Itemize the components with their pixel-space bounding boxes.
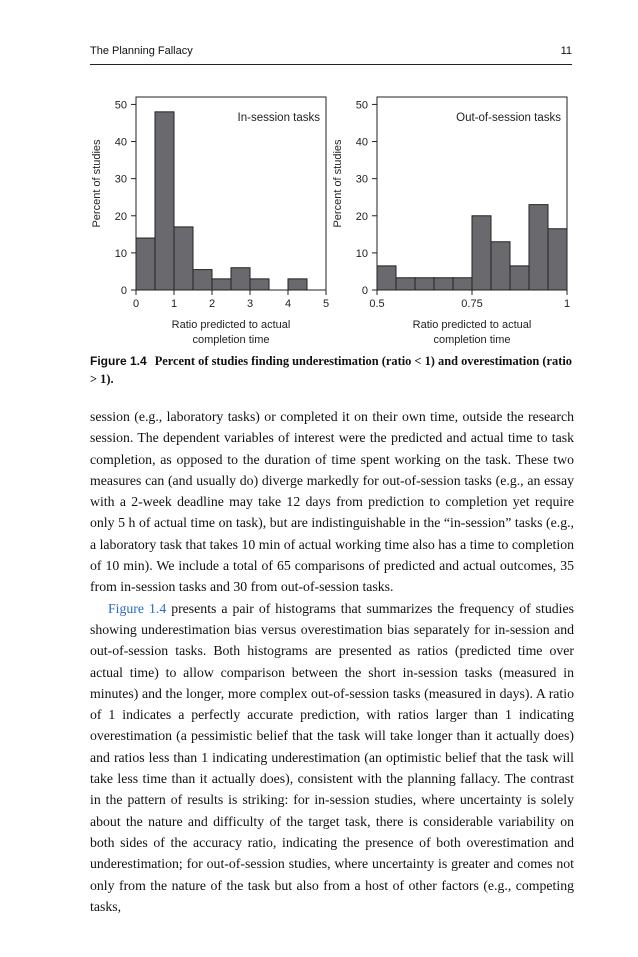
running-head	[90, 45, 572, 63]
running-title: The Planning Fallacy	[90, 45, 193, 57]
histogram-bar	[472, 216, 491, 290]
x-axis-label: Ratio predicted to actual	[171, 319, 291, 331]
x-tick-label: 0.5	[369, 298, 385, 310]
paragraph-2	[90, 598, 574, 917]
figure-caption	[90, 352, 574, 388]
page-number: 11	[560, 45, 572, 57]
histogram-bar	[288, 279, 307, 290]
x-tick-label: 0.75	[461, 298, 483, 310]
histogram-bar	[415, 278, 434, 290]
header-rule	[90, 64, 572, 65]
x-tick-label: 0	[132, 298, 140, 310]
y-tick-label: 10	[355, 247, 368, 260]
x-tick-label: 5	[322, 298, 330, 310]
body-text	[90, 406, 574, 917]
histogram-bar	[250, 279, 269, 290]
x-axis-label: Ratio predicted to actual	[412, 319, 532, 331]
figure-caption-text: Percent of studies finding underestimation (ratio < 1) and overestimation (ratio > 1).	[90, 354, 572, 386]
x-tick-label: 1	[563, 298, 571, 310]
x-axis-label: completion time	[192, 334, 270, 346]
histogram-bar	[155, 112, 174, 290]
histogram-bar	[231, 268, 250, 290]
histogram-panel-2	[332, 97, 570, 346]
paragraph-1: session (e.g., laboratory tasks) or completed it on their own time, outside the research session. The dependent variables of interest were the predicted and actual time to task completion, as opposed to the duration of time spent working on the task. These two measures can (and usually do) diverge markedly for out-of-session tasks (e.g., an essay with a 2-week deadline may take 12 days from prediction to completion yet require only 5 h of actual time on task), but are indistinguishable in the “in-session” tasks (e.g., a laboratory task that takes 10 min of actual working time also has a time to completion of 10 min). We include a total of 65 comparisons of predicted and actual outcomes, 35 from in-session tasks and 30 from out-of-session tasks.	[90, 409, 574, 595]
histogram-bar	[212, 279, 231, 290]
x-tick-label: 2	[208, 298, 216, 310]
y-tick-label: 10	[114, 247, 127, 260]
y-tick-label: 0	[120, 285, 127, 297]
y-tick-label: 40	[355, 136, 368, 149]
histogram-bar	[396, 278, 415, 290]
histogram-bar	[548, 229, 567, 290]
x-tick-label: 4	[284, 298, 292, 310]
figure-label: Figure 1.4	[90, 354, 147, 368]
figure-link[interactable]: Figure 1.4	[108, 600, 167, 616]
y-tick-label: 20	[114, 210, 127, 223]
histogram-panel-1	[91, 97, 329, 346]
histogram-bar	[193, 270, 212, 290]
histogram-bar	[453, 278, 472, 290]
y-tick-label: 0	[361, 285, 368, 297]
histogram-bar	[136, 238, 155, 290]
y-tick-label: 20	[355, 210, 368, 223]
y-tick-label: 50	[114, 99, 127, 112]
histogram-bar	[529, 205, 548, 290]
histogram-bar	[174, 227, 193, 290]
y-axis-label: Percent of studies	[91, 139, 103, 228]
histogram-bar	[491, 242, 510, 290]
paragraph-2-text: presents a pair of histograms that summarizes the frequency of studies showing underestimation bias versus overestimation bias separately for in-session and out-of-session tasks. Both histograms are presented as ratios (predicted time over actual time) to allow comparison between the short in-session tasks (measured in minutes) and the longer, more complex out-of-session tasks (measured in days). A ratio of 1 indicates a perfectly accurate prediction, with ratios larger than 1 indicating overestimation (a pessimistic belief that the task will take longer than it actually does) and ratios less than 1 indicating underestimation (an optimistic belief that the task will take less time than it actually does), consistent with the planning fallacy. The contrast in the pattern of results is striking: for in-session studies, where uncertainty is solely about the nature and difficulty of the target task, there is considerable variability on both sides of the accuracy ratio, indicating the presence of both overestimation and underestimation; for out-of-session studies, where uncertainty is greater and comes not only from the nature of the task but also from a host of other factors (e.g., competing tasks,	[90, 600, 575, 914]
y-tick-label: 50	[355, 99, 368, 112]
y-tick-label: 30	[114, 173, 127, 186]
y-axis-label: Percent of studies	[332, 139, 344, 228]
panel-title: Out-of-session tasks	[456, 112, 561, 124]
y-tick-label: 30	[355, 173, 368, 186]
histogram-bar	[434, 278, 453, 290]
histogram-bar	[377, 266, 396, 290]
x-tick-label: 1	[170, 298, 178, 310]
y-tick-label: 40	[114, 136, 127, 149]
histogram-figure	[86, 92, 576, 346]
x-axis-label: completion time	[433, 334, 511, 346]
panel-title: In-session tasks	[237, 112, 320, 124]
x-tick-label: 3	[246, 298, 254, 310]
histogram-bar	[510, 266, 529, 290]
